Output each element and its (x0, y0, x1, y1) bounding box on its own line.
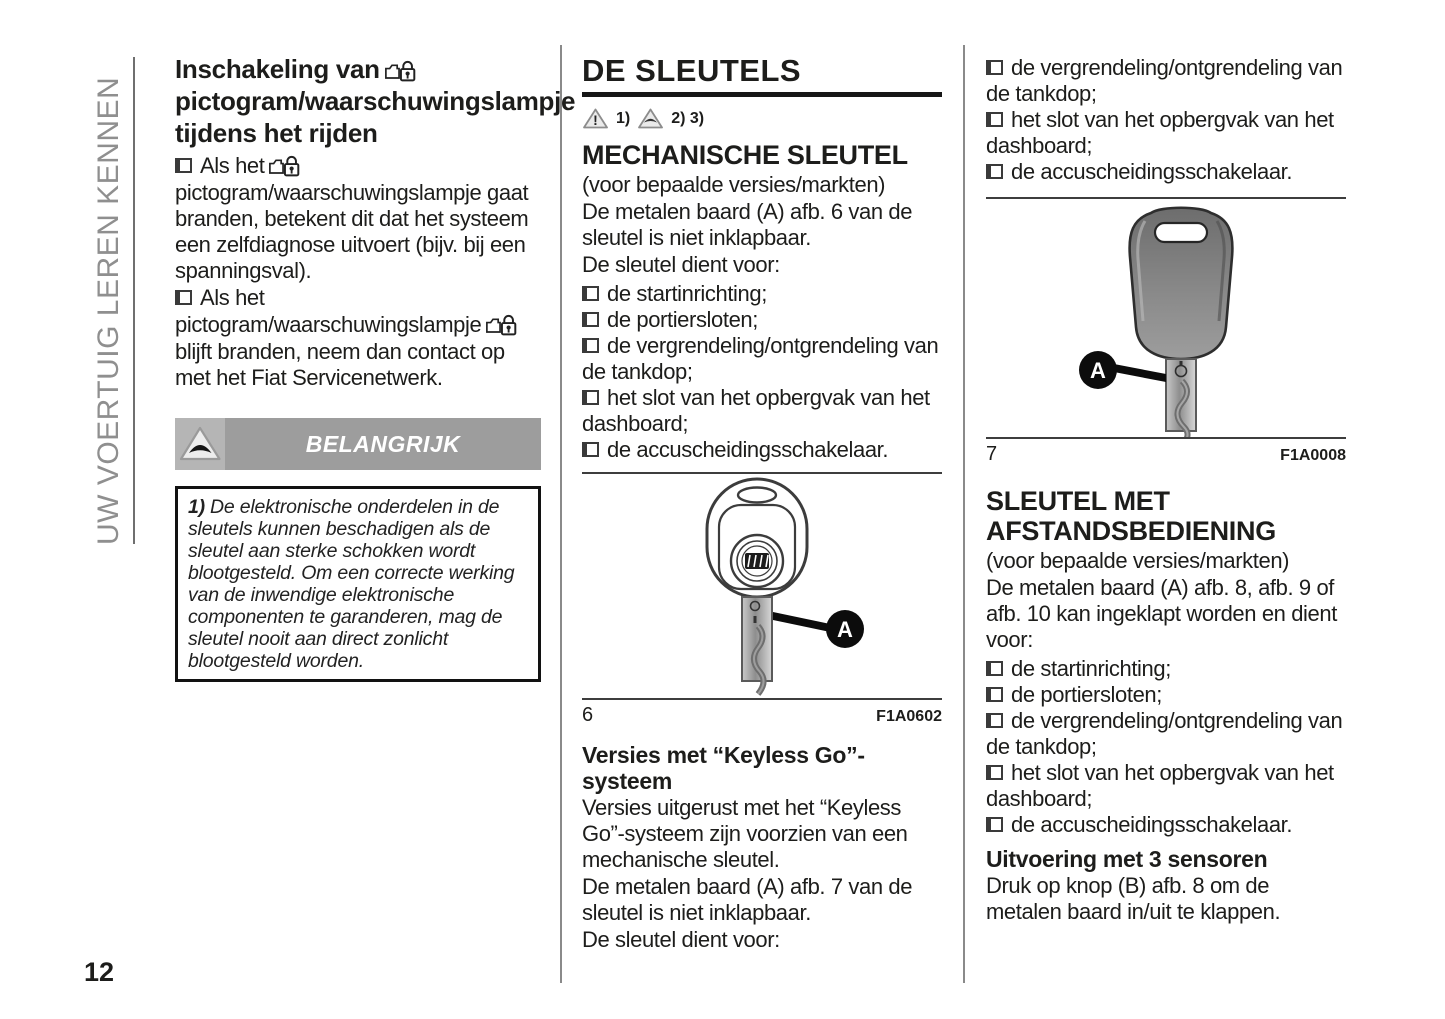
figure-key-keyless (986, 199, 1346, 437)
paragraph: Druk op knop (B) afb. 8 om de metalen baard in/uit te klappen. (986, 873, 1281, 924)
list-item: het slot van het opbergvak van het dashboard; (986, 107, 1334, 158)
list-item: de vergrendeling/ontgrendeling van de tankdop; (582, 333, 939, 384)
heading-text: pictogram/waarschuwingslampje tijdens het rijden (175, 86, 576, 148)
list-item: de portiersloten; (582, 307, 942, 333)
sidebar-divider (133, 57, 135, 544)
paragraph: Versies uitgerust met het “Keyless Go”-systeem zijn voorzien van een mechanische sleutel. (582, 795, 908, 872)
bullet-square-icon (986, 164, 1003, 179)
title-underline (582, 92, 942, 97)
column-3 (986, 55, 1346, 925)
ref-label: 1) (616, 109, 631, 127)
figure-rule (986, 437, 1346, 439)
figure-number: 6 (582, 704, 594, 726)
bullet-square-icon (986, 713, 1003, 728)
list-item: Als het (175, 285, 541, 311)
paragraph: pictogram/waarschuwingslampje gaat branden, betekent dit dat het systeem een zelfdiagnose uitvoert (bijv. bij een spanningsval). (175, 180, 529, 283)
belangrijk-warning-icon (175, 418, 225, 470)
callout-a: A (1090, 358, 1106, 383)
paragraph: De metalen baard (A) afb. 6 van de sleutel is niet inklapbaar. (582, 199, 913, 250)
list-item: Als het (175, 153, 541, 179)
list-item: de accuscheidingsschakelaar. (986, 159, 1346, 185)
warning-triangle-icon (582, 107, 609, 130)
car-lock-icon (268, 153, 300, 177)
list-item: de startinrichting; (582, 281, 942, 307)
column-2 (582, 55, 942, 953)
section-heading (175, 53, 576, 149)
note-text: De elektronische onderdelen in de sleutels kunnen beschadigen als de sleutel aan sterke schokken wordt blootgesteld. Om een correcte werking van de inwendige elektronische componenten te garanderen, mag de sleutel nooit aan direct zonlicht blootgesteld worden. (188, 496, 515, 672)
page-number: 12 (84, 957, 115, 987)
paragraph: De sleutel dient voor: (582, 252, 780, 277)
car-lock-icon (485, 312, 517, 336)
note-references (582, 106, 942, 131)
figure-code: F1A0602 (876, 708, 942, 725)
column-divider (560, 45, 562, 983)
note-box (175, 486, 541, 682)
chapter-title: DE SLEUTELS (582, 53, 802, 88)
figure-rule (582, 698, 942, 700)
bullet-square-icon (986, 661, 1003, 676)
section-heading: Uitvoering met 3 sensoren (986, 846, 1268, 872)
note-number: 1) (188, 496, 205, 518)
bullet-square-icon (986, 817, 1003, 832)
list-item: de vergrendeling/ontgrendeling van de tankdop; (986, 708, 1343, 759)
bullet-square-icon (986, 60, 1003, 75)
list-item: de portiersloten; (986, 682, 1346, 708)
sidebar-chapter-label: UW VOERTUIG LEREN KENNEN (92, 76, 125, 545)
svg-text:!: ! (593, 112, 598, 128)
bullet-square-icon (582, 442, 599, 457)
important-triangle-icon (637, 107, 664, 130)
bullet-square-icon (582, 390, 599, 405)
bullet-square-icon (175, 290, 192, 305)
car-lock-icon (384, 58, 416, 82)
bullet-list (986, 656, 1346, 838)
bullet-list (986, 55, 1346, 185)
section-subtitle: (voor bepaalde versies/markten) (582, 172, 886, 197)
heading-text: Inschakeling van (175, 54, 380, 84)
paragraph: pictogram/waarschuwingslampje (175, 312, 541, 338)
bullet-square-icon (582, 286, 599, 301)
list-item: het slot van het opbergvak van het dashboard; (582, 385, 930, 436)
bullet-square-icon (986, 765, 1003, 780)
paragraph: De sleutel dient voor: (582, 927, 780, 952)
figure-number: 7 (986, 443, 998, 465)
bullet-square-icon (582, 338, 599, 353)
section-heading: SLEUTEL MET AFSTANDSBEDIENING (986, 486, 1276, 546)
figure-key-mechanical (582, 474, 942, 698)
figure-caption (582, 704, 942, 727)
figure-code: F1A0008 (1280, 447, 1346, 464)
paragraph: De metalen baard (A) afb. 8, afb. 9 of afb. 10 kan ingeklapt worden en dient voor: (986, 575, 1337, 652)
list-item: het slot van het opbergvak van het dashboard; (986, 760, 1334, 811)
bullet-square-icon (175, 158, 192, 173)
list-item: de accuscheidingsschakelaar. (582, 437, 942, 463)
paragraph: blijft branden, neem dan contact op met het Fiat Servicenetwerk. (175, 339, 505, 390)
ref-label: 2) 3) (671, 109, 705, 127)
callout-a: A (837, 617, 853, 642)
section-subtitle: (voor bepaalde versies/markten) (986, 548, 1290, 573)
bullet-square-icon (986, 112, 1003, 127)
bullet-square-icon (582, 312, 599, 327)
list-item: de vergrendeling/ontgrendeling van de tankdop; (986, 55, 1343, 106)
figure-caption (986, 443, 1346, 466)
bullet-square-icon (986, 687, 1003, 702)
important-banner (175, 418, 541, 470)
column-divider (963, 45, 965, 983)
list-item: de startinrichting; (986, 656, 1346, 682)
list-item: de accuscheidingsschakelaar. (986, 812, 1346, 838)
bullet-list (582, 281, 942, 463)
paragraph: De metalen baard (A) afb. 7 van de sleutel is niet inklapbaar. (582, 874, 913, 925)
banner-label: BELANGRIJK (225, 418, 541, 470)
section-heading: MECHANISCHE SLEUTEL (582, 140, 908, 170)
section-heading: Versies met “Keyless Go”-systeem (582, 742, 865, 794)
column-1 (175, 53, 576, 682)
